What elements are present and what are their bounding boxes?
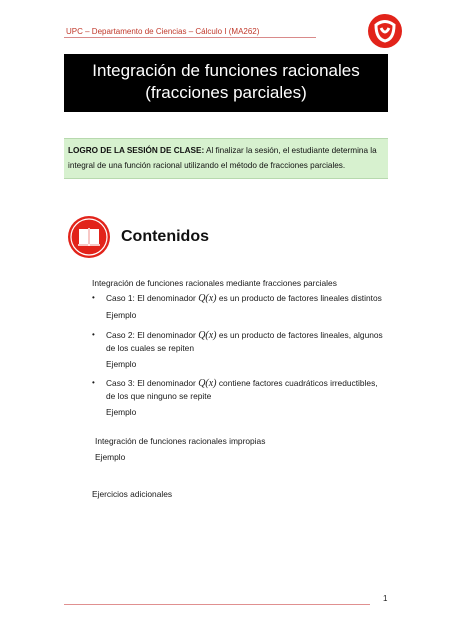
case-2-line-2: de los cuales se repiten [106, 343, 194, 353]
bullet-dot: • [92, 378, 95, 387]
logro-box [64, 138, 388, 179]
case-3-suffix: contiene factores cuadráticos irreductibles, [216, 378, 378, 388]
page-number: 1 [383, 594, 388, 603]
header-text: UPC – Departamento de Ciencias – Cálculo I (MA262) [66, 27, 260, 36]
case-2-example: Ejemplo [106, 359, 137, 369]
case-3-line-1 [106, 377, 378, 390]
case-2-symbol: Q(x) [198, 330, 217, 341]
case-1-example: Ejemplo [106, 310, 137, 320]
case-3-symbol: Q(x) [198, 378, 217, 389]
case-2-prefix: Caso 2: El denominador [106, 330, 199, 340]
upc-logo-icon [368, 14, 402, 48]
case-3-line-2: de los que ninguno se repite [106, 391, 212, 401]
book-icon [68, 216, 110, 258]
case-1-symbol: Q(x) [198, 293, 217, 304]
title-line-2: (fracciones parciales) [145, 83, 307, 102]
case-1-line-1 [106, 292, 382, 305]
bullet-dot: • [92, 330, 95, 339]
case-2-suffix: es un producto de factores lineales, algunos [216, 330, 383, 340]
header-divider [64, 37, 316, 38]
case-2-line-1 [106, 329, 383, 342]
page-title [64, 54, 388, 112]
logro-text-2: integral de una función racional utilizando el método de fracciones parciales. [68, 161, 346, 170]
contents-heading: Contenidos [121, 228, 209, 245]
case-1-suffix: es un producto de factores lineales distintos [216, 293, 382, 303]
case-3-prefix: Caso 3: El denominador [106, 378, 199, 388]
contents-intro: Integración de funciones racionales mediante fracciones parciales [92, 278, 337, 288]
extra-exercises: Ejercicios adicionales [92, 489, 173, 499]
logro-label: LOGRO DE LA SESIÓN DE CLASE: [68, 146, 205, 155]
footer-divider [64, 604, 370, 605]
case-1-prefix: Caso 1: El denominador [106, 293, 199, 303]
case-3-example: Ejemplo [106, 407, 137, 417]
logro-text-1: Al finalizar la sesión, el estudiante determina la [204, 146, 377, 155]
title-line-1: Integración de funciones racionales [92, 61, 360, 80]
improper-example: Ejemplo [95, 452, 126, 462]
improper-heading: Integración de funciones racionales impropias [95, 436, 266, 446]
bullet-dot: • [92, 293, 95, 302]
